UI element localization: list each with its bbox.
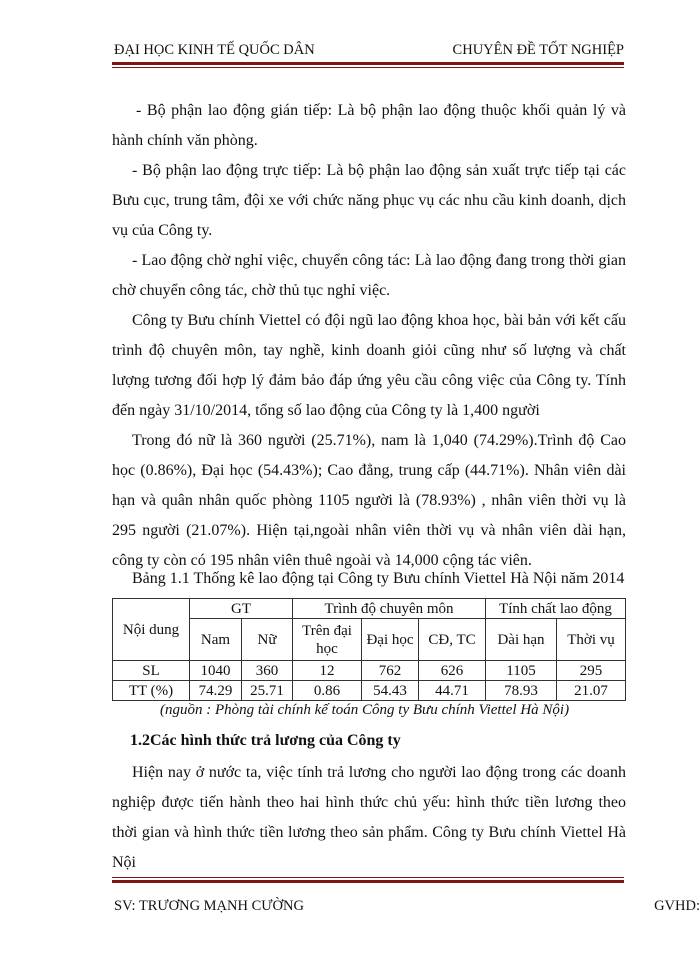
table-row [113,661,626,681]
table-cell: 295 [557,661,626,681]
group-header-qualification: Trình độ chuyên môn [293,599,486,619]
paragraph-wage-forms: Hiện nay ở nước ta, việc tính trả lương cho người lao động trong các doanh nghiệp được tiến hành theo hai hình thức chủ yếu: hình thức tiền lương theo thời gian và hình thức tiền lương theo sản phẩm. Công ty Bưu chính Viettel Hà Nội [112,764,626,871]
row-label: TT (%) [113,681,190,701]
table-cell: 1040 [190,661,242,681]
table-cell: 0.86 [293,681,362,701]
section-title: 1.2Các hình thức trả lương của Công ty [130,732,401,749]
header-document-type: CHUYÊN ĐỀ TỐT NGHIỆP [452,42,624,58]
table-cell: 44.71 [419,681,486,701]
paragraph-direct-labor: - Bộ phận lao động trực tiếp: Là bộ phận lao động sản xuất trực tiếp tại các Bưu cục, trung tâm, đội xe với chức năng phục vụ các nhu cầu kinh doanh, dịch vụ của Công ty. [112,162,626,239]
section-body [112,758,626,878]
footer-rule-thin [112,877,624,878]
subheader-long-term: Dài hạn [486,619,557,661]
row-label: SL [113,661,190,681]
table-cell: 74.29 [190,681,242,701]
table-cell: 1105 [486,661,557,681]
table-cell: 78.93 [486,681,557,701]
footer-student: SV: TRƯƠNG MẠNH CƯỜNG [114,898,304,914]
page-header [112,42,624,64]
header-rule-thin [112,67,624,68]
header-university: ĐẠI HỌC KINH TẾ QUỐC DÂN [114,42,315,58]
table-cell: 360 [242,661,293,681]
labor-statistics-table [112,598,626,701]
table-cell: 12 [293,661,362,681]
page-footer [112,898,700,918]
group-header-gender: GT [190,599,293,619]
paragraph-company-workforce: Công ty Bưu chính Viettel có đội ngũ lao động khoa học, bài bản với kết cấu trình độ chuyên môn, tay nghề, kinh doanh giỏi cũng như số lượng và chất lượng tương đối hợp lý đảm bảo đáp ứng yêu cầu công việc của Công ty. Tính đến ngày 31/10/2014, tổng số lao động của Công ty là 1,400 người [112,312,626,419]
paragraph-workforce-breakdown: Trong đó nữ là 360 người (25.71%), nam là 1,040 (74.29%).Trình độ Cao học (0.86%), Đại học (54.43%); Cao đẳng, trung cấp (44.71%). Nhân viên dài hạn và quân nhân quốc phòng 1105 người là (78.93%) , nhân viên thời vụ là 295 người (21.07%). Hiện tại,ngoài nhân viên thời vụ và nhân viên dài hạn, công ty còn có 195 nhân viên thuê ngoài và 14,000 cộng tác viên. [112,432,626,569]
subheader-seasonal: Thời vụ [557,619,626,661]
paragraph-indirect-labor: - Bộ phận lao động gián tiếp: Là bộ phận lao động thuộc khối quản lý và hành chính văn phòng. [112,102,626,149]
footer-advisor: GVHD: [654,898,700,914]
table-row [113,681,626,701]
row-header-cell: Nội dung [113,599,190,661]
subheader-postgraduate: Trên đại học [293,619,362,661]
subheader-male: Nam [190,619,242,661]
paragraph-waiting-labor: - Lao động chờ nghỉ việc, chuyển công tác: Là lao động đang trong thời gian chờ chuyển công tác, chờ thủ tục nghỉ việc. [112,252,626,299]
table-subheader-row [113,619,626,661]
body-text [112,96,626,576]
table-cell: 762 [362,661,419,681]
subheader-university: Đại học [362,619,419,661]
table-source-note: (nguồn : Phòng tài chính kế toán Công ty Bưu chính Viettel Hà Nội) [160,702,570,718]
table-cell: 54.43 [362,681,419,701]
table-header-row [113,599,626,619]
header-rule-thick [112,62,624,65]
subheader-college: CĐ, TC [419,619,486,661]
table-caption: Bảng 1.1 Thống kê lao động tại Công ty Bưu chính Viettel Hà Nội năm 2014 [132,570,625,587]
subheader-female: Nữ [242,619,293,661]
table-cell: 21.07 [557,681,626,701]
footer-rule-thick [112,880,624,883]
table-cell: 25.71 [242,681,293,701]
table-cell: 626 [419,661,486,681]
group-header-labor-type: Tính chất lao động [486,599,626,619]
